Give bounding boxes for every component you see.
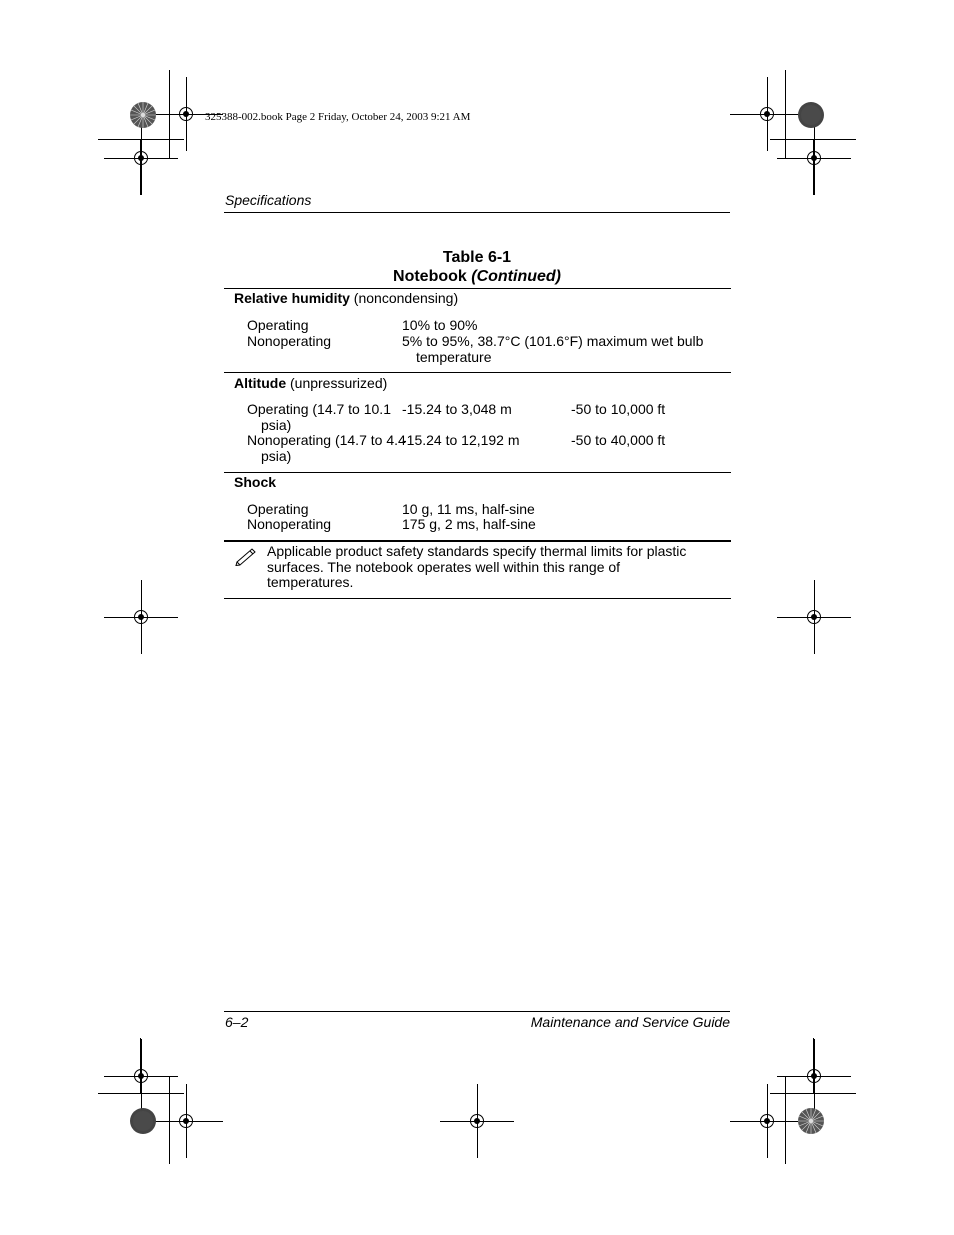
row-value-metric: -15.24 to 3,048 m bbox=[402, 401, 512, 417]
star-target-icon bbox=[129, 101, 157, 129]
row-value-imperial: -50 to 10,000 ft bbox=[571, 401, 666, 417]
grey-target-icon bbox=[129, 1107, 157, 1135]
section-heading-bold: Altitude bbox=[234, 375, 287, 391]
table-caption-continued: (Continued) bbox=[471, 268, 561, 285]
row-value: 10% to 90% bbox=[402, 317, 478, 333]
section-heading-qualifier: (noncondensing) bbox=[349, 290, 459, 306]
note-text: Applicable product safety standards specify thermal limits for plastic surfaces. The notebook operates well within this range of temperatures. bbox=[267, 543, 687, 590]
table-caption bbox=[224, 267, 730, 286]
row-label: Operating bbox=[247, 317, 309, 333]
footer-title: Maintenance and Service Guide bbox=[530, 1014, 730, 1030]
section-heading-bold: Relative humidity bbox=[234, 290, 350, 306]
row-label: Nonoperating bbox=[247, 333, 332, 349]
pencil-note-icon bbox=[234, 546, 258, 566]
grey-target-icon bbox=[797, 101, 825, 129]
section-heading-shock bbox=[234, 475, 276, 491]
table-rule bbox=[224, 372, 731, 373]
table-rule bbox=[224, 598, 731, 599]
row-value-imperial: -50 to 40,000 ft bbox=[571, 432, 666, 448]
row-label: Nonoperating (14.7 to 4.4 psia) bbox=[247, 432, 406, 464]
table-title bbox=[224, 248, 730, 286]
table-rule bbox=[224, 288, 731, 289]
footer-rule bbox=[224, 1011, 730, 1012]
row-value-metric: -15.24 to 12,192 m bbox=[402, 432, 520, 448]
page-number: 6–2 bbox=[225, 1014, 249, 1030]
row-label: Operating (14.7 to 10.1 psia) bbox=[247, 401, 391, 433]
row-value: 10 g, 11 ms, half-sine bbox=[402, 501, 535, 517]
row-label: Operating bbox=[247, 501, 309, 517]
section-heading-altitude bbox=[234, 376, 387, 392]
running-head: Specifications bbox=[225, 192, 312, 208]
row-value: 5% to 95%, 38.7°C (101.6°F) maximum wet bulb temperature bbox=[402, 333, 704, 365]
header-rule bbox=[224, 212, 730, 213]
print-slug: 325388-002.book Page 2 Friday, October 24, 2003 9:21 AM bbox=[205, 111, 471, 123]
table-caption-main: Notebook bbox=[393, 268, 472, 285]
table-rule-thick bbox=[224, 540, 731, 542]
table-rule bbox=[224, 472, 731, 473]
section-heading-bold: Shock bbox=[234, 474, 277, 490]
table-number: Table 6-1 bbox=[442, 249, 512, 266]
row-label: Nonoperating bbox=[247, 516, 332, 532]
row-value: 175 g, 2 ms, half-sine bbox=[402, 516, 536, 532]
star-target-icon bbox=[797, 1107, 825, 1135]
section-heading-relative-humidity bbox=[234, 291, 458, 307]
section-heading-qualifier: (unpressurized) bbox=[286, 375, 388, 391]
